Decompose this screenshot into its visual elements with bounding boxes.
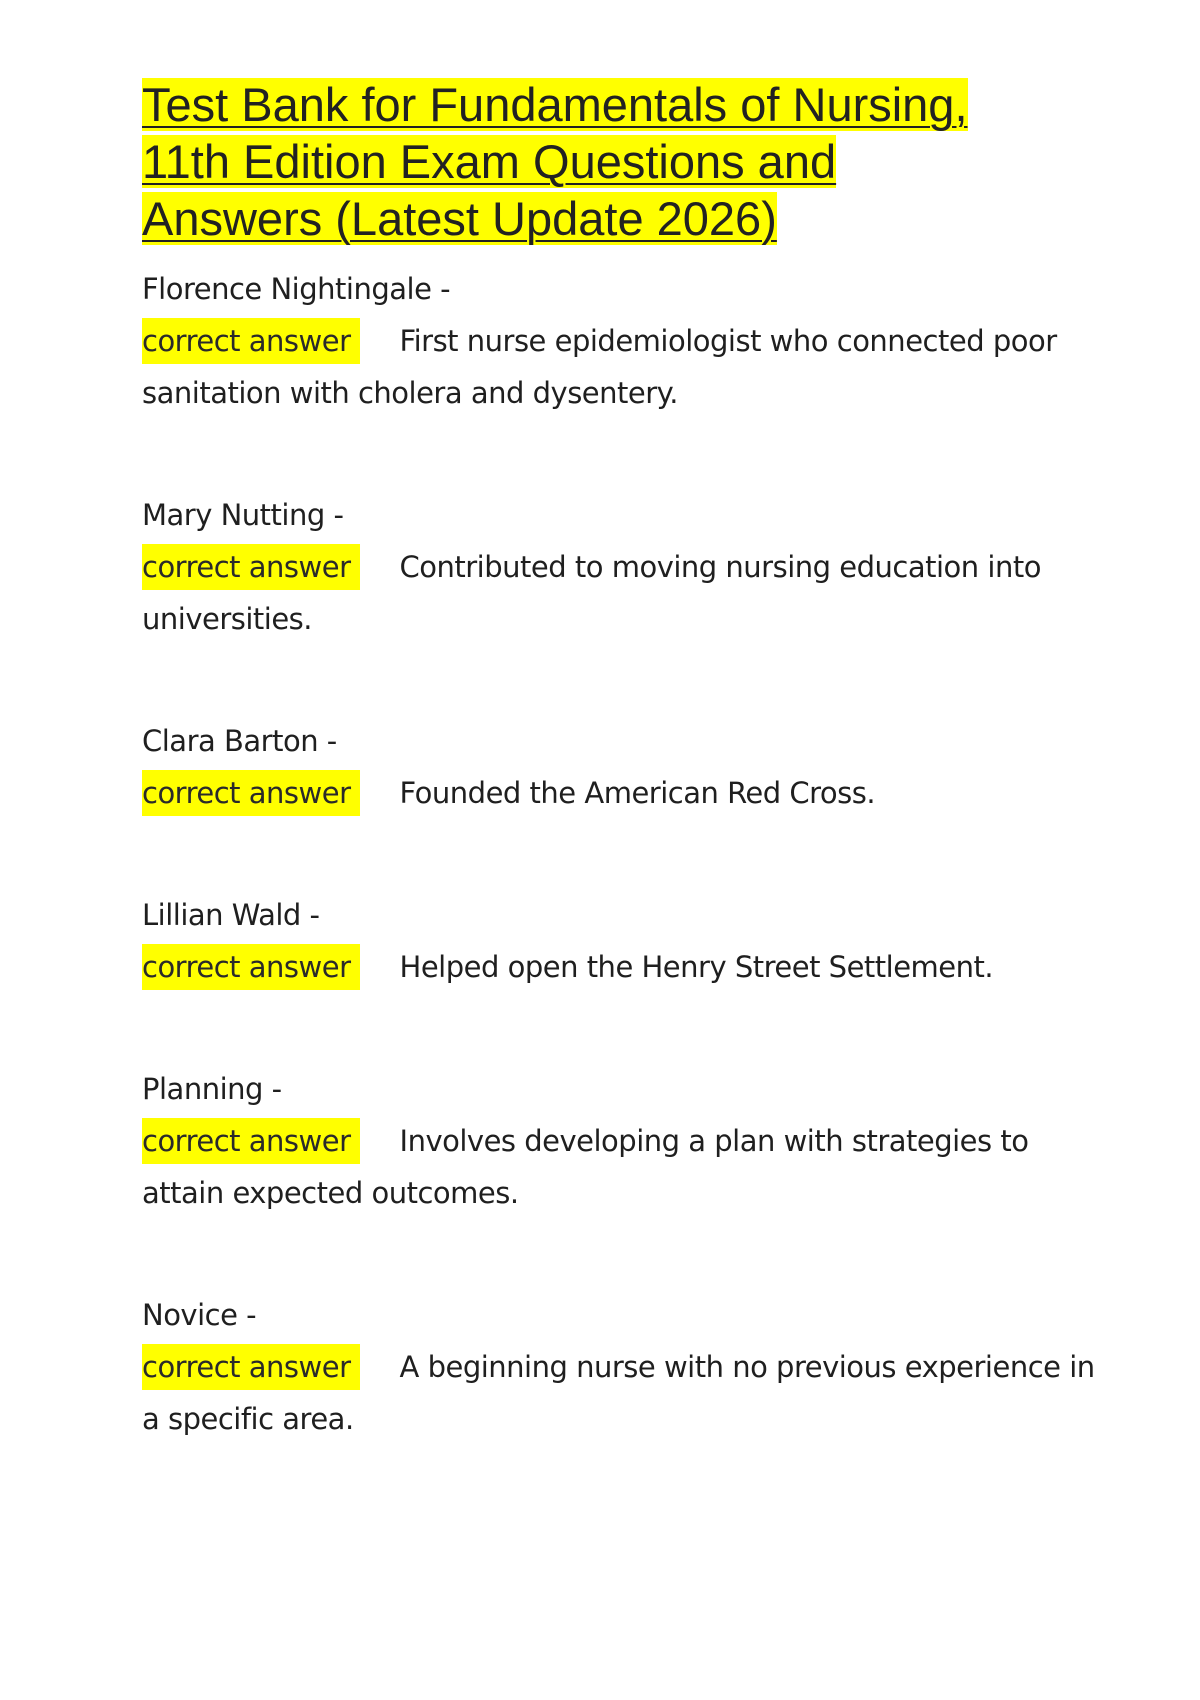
qa-entry: [142, 1289, 1102, 1445]
correct-answer-label: correct answer: [142, 944, 360, 990]
correct-answer-label: correct answer: [142, 1118, 360, 1164]
entry-term: Lillian Wald -: [142, 898, 320, 932]
title-line: Test Bank for Fundamentals of Nursing,: [142, 78, 968, 131]
entry-term: Novice -: [142, 1298, 257, 1332]
entry-term: Florence Nightingale -: [142, 272, 451, 306]
qa-entry: [142, 489, 1102, 645]
entry-answer: A beginning nurse with no previous experience in a specific area.: [142, 1350, 1095, 1436]
entry-answer: Founded the American Red Cross.: [399, 776, 876, 810]
entry-term: Mary Nutting -: [142, 498, 344, 532]
entry-term: Planning -: [142, 1072, 282, 1106]
correct-answer-label: correct answer: [142, 544, 360, 590]
correct-answer-label: correct answer: [142, 770, 360, 816]
entry-answer: First nurse epidemiologist who connected poor sanitation with cholera and dysentery.: [142, 324, 1057, 410]
qa-list: [142, 263, 1102, 1445]
entry-answer: Contributed to moving nursing education into universities.: [142, 550, 1041, 636]
correct-answer-label: correct answer: [142, 318, 360, 364]
title-line: 11th Edition Exam Questions and: [142, 135, 837, 188]
document-page: [142, 76, 1102, 1445]
qa-entry: [142, 1063, 1102, 1219]
qa-entry: [142, 263, 1102, 419]
document-title: [142, 76, 1102, 247]
qa-entry: [142, 889, 1102, 993]
entry-answer: Helped open the Henry Street Settlement.: [399, 950, 994, 984]
entry-term: Clara Barton -: [142, 724, 337, 758]
qa-entry: [142, 715, 1102, 819]
title-line: Answers (Latest Update 2026): [142, 192, 777, 245]
correct-answer-label: correct answer: [142, 1344, 360, 1390]
entry-answer: Involves developing a plan with strategies to attain expected outcomes.: [142, 1124, 1029, 1210]
